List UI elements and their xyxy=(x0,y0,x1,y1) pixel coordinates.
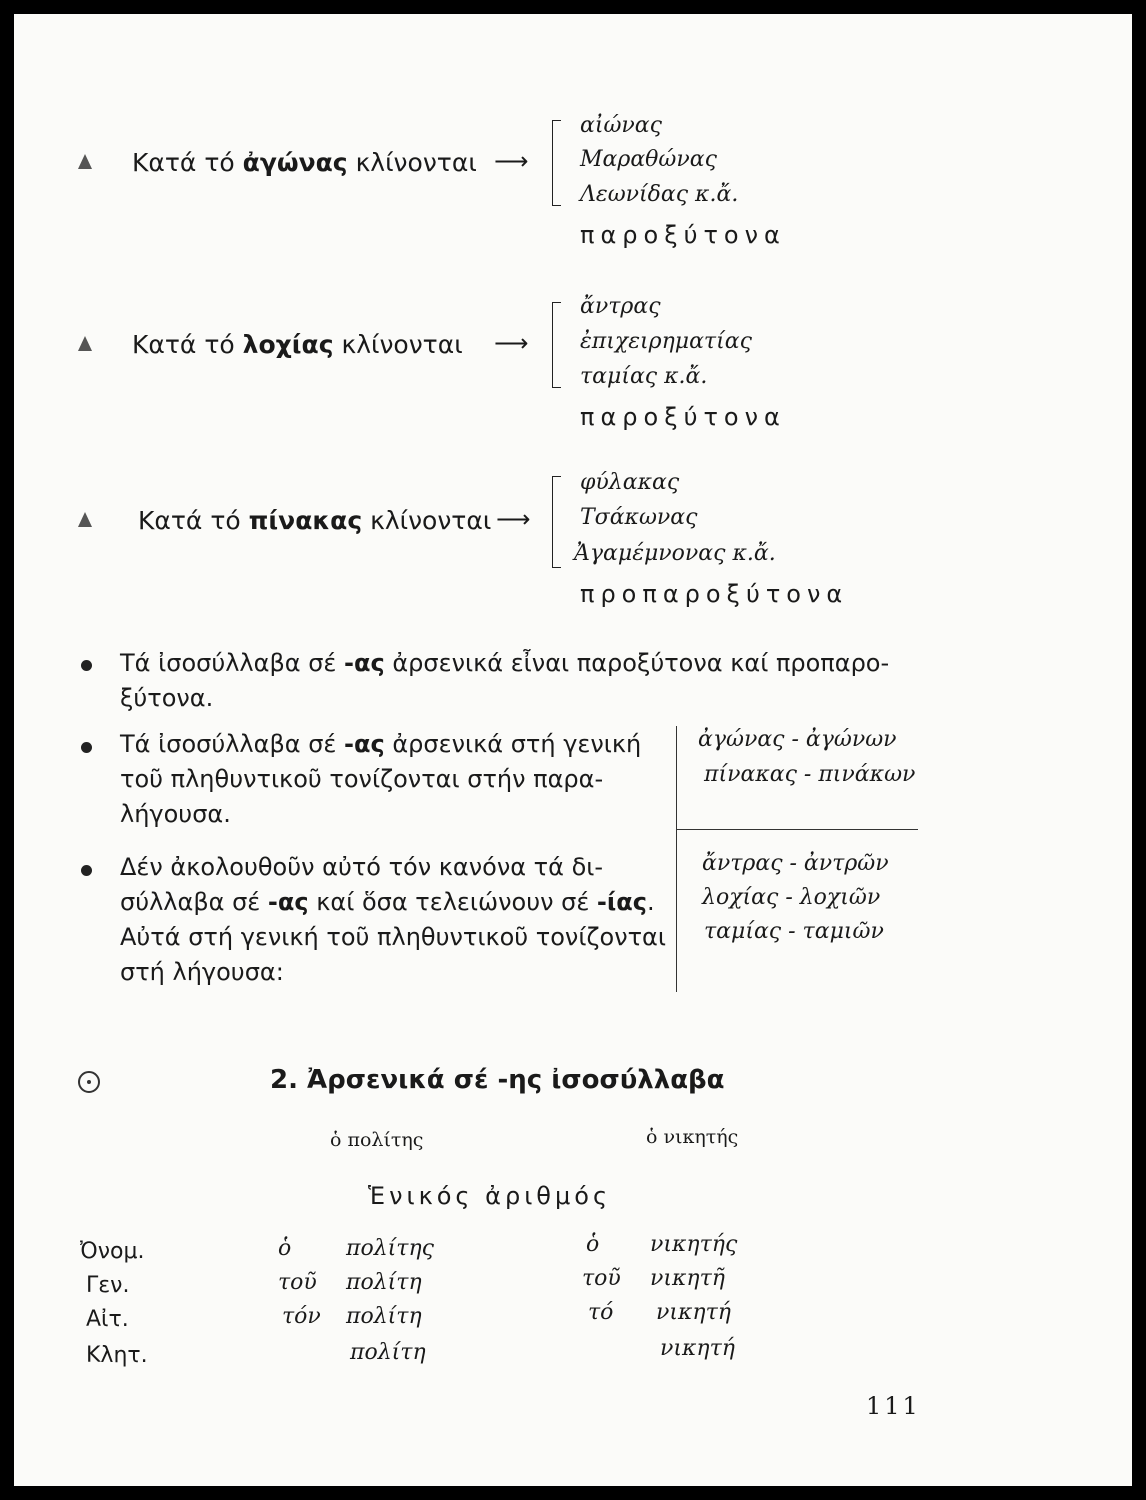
example-word: αἰώνας xyxy=(580,113,662,138)
accent-label: προπαροξύτονα xyxy=(580,580,849,608)
divider-vertical xyxy=(676,726,677,992)
example-word: Μαραθώνας xyxy=(580,147,717,172)
triangle-bullet-icon xyxy=(78,154,92,169)
bracket xyxy=(552,476,561,568)
article: ὁ xyxy=(278,1236,292,1261)
noun-form: νικητής xyxy=(650,1232,738,1257)
example-word: Ἀγαμέμνονας κ.ἄ. xyxy=(574,541,776,566)
example-pair: ταμίας - ταμιῶν xyxy=(704,919,884,944)
example-pair: λοχίας - λοχιῶν xyxy=(702,885,881,910)
number-label: Ἑνικός ἀριθμός xyxy=(368,1182,612,1210)
article: τόν xyxy=(282,1304,321,1329)
section3-line: Κατά τό πίνακας κλίνονται xyxy=(138,506,492,535)
bullet-dot-icon xyxy=(81,742,92,753)
example-word: Τσάκωνας xyxy=(580,505,698,530)
section1-line: Κατά τό ἀγώνας κλίνονται xyxy=(132,148,477,177)
triangle-bullet-icon xyxy=(78,336,92,351)
example-pair: ἀγώνας - ἀγώνων xyxy=(698,727,897,752)
word-header: ὁ πολίτης xyxy=(330,1129,424,1151)
accent-label: παροξύτονα xyxy=(580,221,786,249)
example-word: ἄντρας xyxy=(580,294,661,319)
noun-form: πολίτης xyxy=(346,1236,434,1261)
page-number: 111 xyxy=(866,1392,921,1420)
divider-horizontal xyxy=(676,829,918,830)
article: τό xyxy=(588,1300,614,1325)
article: ὁ xyxy=(586,1232,600,1257)
case-label: Κλητ. xyxy=(86,1343,148,1368)
rule-1: Τά ἰσοσύλλαβα σέ -ας ἀρσενικά εἶναι παροξύτονα καί προπαρο-ξύτονα. xyxy=(120,649,890,712)
word-header: ὁ νικητής xyxy=(646,1126,739,1148)
bullet-dot-icon xyxy=(81,660,92,671)
accent-label: παροξύτονα xyxy=(580,403,786,431)
example-word: φύλακας xyxy=(580,470,680,495)
noun-form: νικητῆ xyxy=(650,1266,725,1291)
noun-form: πολίτη xyxy=(346,1304,422,1329)
article: τοῦ xyxy=(278,1270,317,1295)
triangle-bullet-icon xyxy=(78,512,92,527)
arrow-right-icon: ⟶ xyxy=(494,329,529,357)
bracket xyxy=(552,120,561,206)
bullet-dot-icon xyxy=(81,865,92,876)
case-label: Γεν. xyxy=(86,1273,130,1298)
example-word: ταμίας κ.ἄ. xyxy=(580,364,708,389)
case-label: Ὀνομ. xyxy=(80,1239,145,1264)
noun-form: πολίτη xyxy=(350,1340,426,1365)
arrow-right-icon: ⟶ xyxy=(494,147,529,175)
example-word: ἐπιχειρηματίας xyxy=(580,329,752,354)
noun-form: πολίτη xyxy=(346,1270,422,1295)
section2-line: Κατά τό λοχίας κλίνονται xyxy=(132,330,463,359)
example-pair: ἄντρας - ἀντρῶν xyxy=(702,851,889,876)
rule-3: Δέν ἀκολουθοῦν αὐτό τόν κανόνα τά δι-σύλλαβα σέ -ας καί ὅσα τελειώνουν σέ -ίας. Αὐτά στή γενική τοῦ πληθυντικοῦ τονίζονται στή λήγουσα: xyxy=(120,853,666,986)
rule-2: Τά ἰσοσύλλαβα σέ -ας ἀρσενικά στή γενική τοῦ πληθυντικοῦ τονίζονται στήν παρα-λήγουσα. xyxy=(120,730,642,828)
noun-form: νικητή xyxy=(660,1336,735,1361)
bracket xyxy=(552,302,561,388)
noun-form: νικητή xyxy=(656,1300,731,1325)
page xyxy=(14,14,1132,1486)
clock-icon xyxy=(78,1071,100,1093)
case-label: Αἰτ. xyxy=(86,1307,129,1332)
arrow-right-icon: ⟶ xyxy=(496,505,531,533)
section-heading: 2. Ἀρσενικά σέ -ης ἰσοσύλλαβα xyxy=(270,1065,725,1095)
example-pair: πίνακας - πινάκων xyxy=(704,762,916,787)
example-word: Λεωνίδας κ.ἄ. xyxy=(580,182,739,207)
article: τοῦ xyxy=(582,1266,621,1291)
